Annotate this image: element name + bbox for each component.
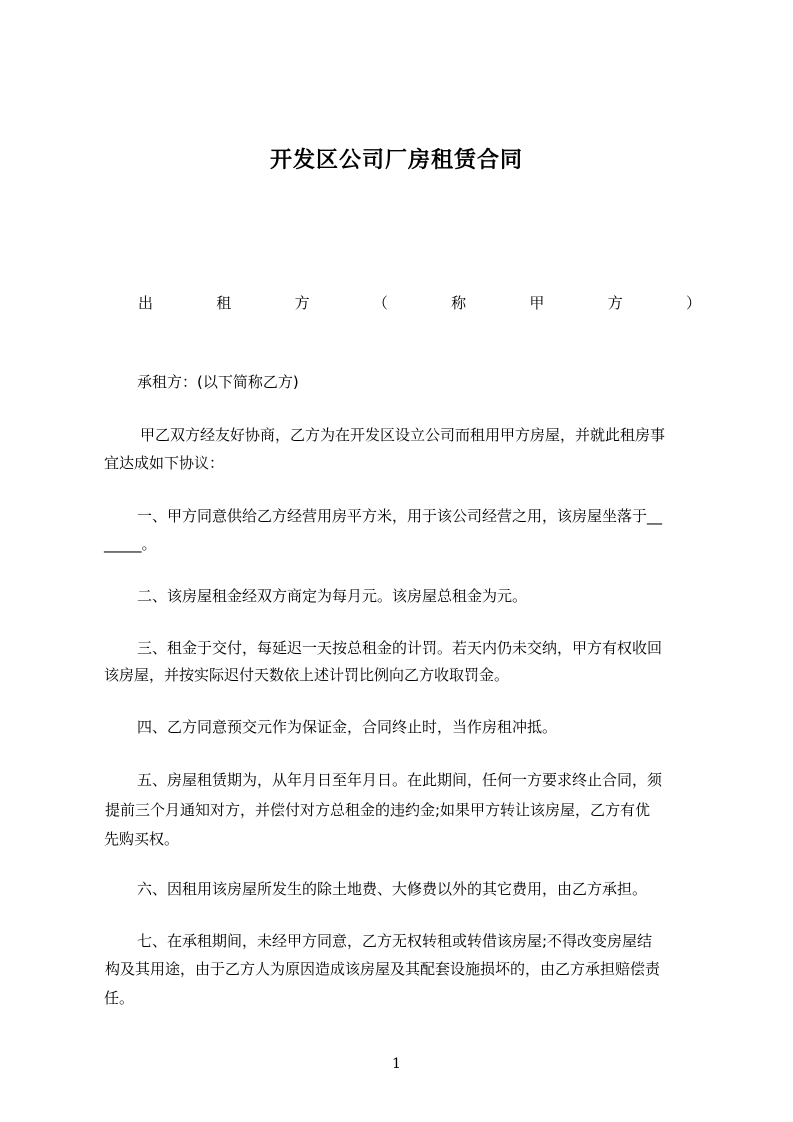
clause-3-line: 三、租金于交付，每延迟一天按总租金的计罚。若天内仍未交纳，甲方有权收回 bbox=[137, 639, 663, 657]
clause-1-line: _____。 bbox=[104, 535, 157, 553]
clause-3-line: 该房屋，并按实际迟付天数依上述计罚比例向乙方收取罚金。 bbox=[104, 666, 510, 684]
clause-5-line: 提前三个月通知对方，并偿付对方总租金的违约金;如果甲方转让该房屋，乙方有优 bbox=[105, 801, 651, 819]
document-title: 开发区公司厂房租赁合同 bbox=[269, 148, 523, 173]
clause-6-line: 六、因租用该房屋所发生的除土地费、大修费以外的其它费用，由乙方承担。 bbox=[137, 880, 648, 898]
clause-7-line: 七、在承租期间，未经甲方同意，乙方无权转租或转借该房屋;不得改变房屋结 bbox=[137, 932, 653, 950]
intro-line: 宜达成如下协议： bbox=[104, 454, 225, 472]
lessor-char: 出 bbox=[138, 294, 154, 312]
lessor-line bbox=[138, 292, 701, 312]
clause-2-line: 二、该房屋租金经双方商定为每月元。该房屋总租金为元。 bbox=[137, 587, 528, 605]
clause-5-line: 先购买权。 bbox=[104, 830, 180, 848]
lessor-char: ） bbox=[685, 294, 701, 312]
page-number: 1 bbox=[392, 1056, 401, 1072]
clause-7-line: 构及其用途，由于乙方人为原因造成该房屋及其配套设施损坏的，由乙方承担赔偿责 bbox=[105, 960, 661, 978]
lessor-char: 甲 bbox=[529, 294, 545, 312]
lessor-char: 租 bbox=[216, 294, 232, 312]
lessor-char: （ bbox=[372, 294, 388, 312]
clause-1-line: 一、甲方同意供给乙方经营用房平方米，用于该公司经营之用，该房屋坐落于__ bbox=[137, 507, 663, 525]
lessor-char: 方 bbox=[607, 294, 623, 312]
lessor-char: 方 bbox=[294, 294, 310, 312]
clause-7-line: 任。 bbox=[104, 989, 135, 1007]
lessee-line: 承租方：(以下简称乙方) bbox=[137, 373, 299, 391]
clause-5-line: 五、房屋租赁期为，从年月日至年月日。在此期间，任何一方要求终止合同，须 bbox=[137, 771, 663, 789]
lessor-char: 称 bbox=[451, 294, 467, 312]
intro-line: 甲乙双方经友好协商，乙方为在开发区设立公司而租用甲方房屋，并就此租房事 bbox=[140, 426, 666, 444]
clause-4-line: 四、乙方同意预交元作为保证金，合同终止时，当作房租冲抵。 bbox=[137, 718, 558, 736]
